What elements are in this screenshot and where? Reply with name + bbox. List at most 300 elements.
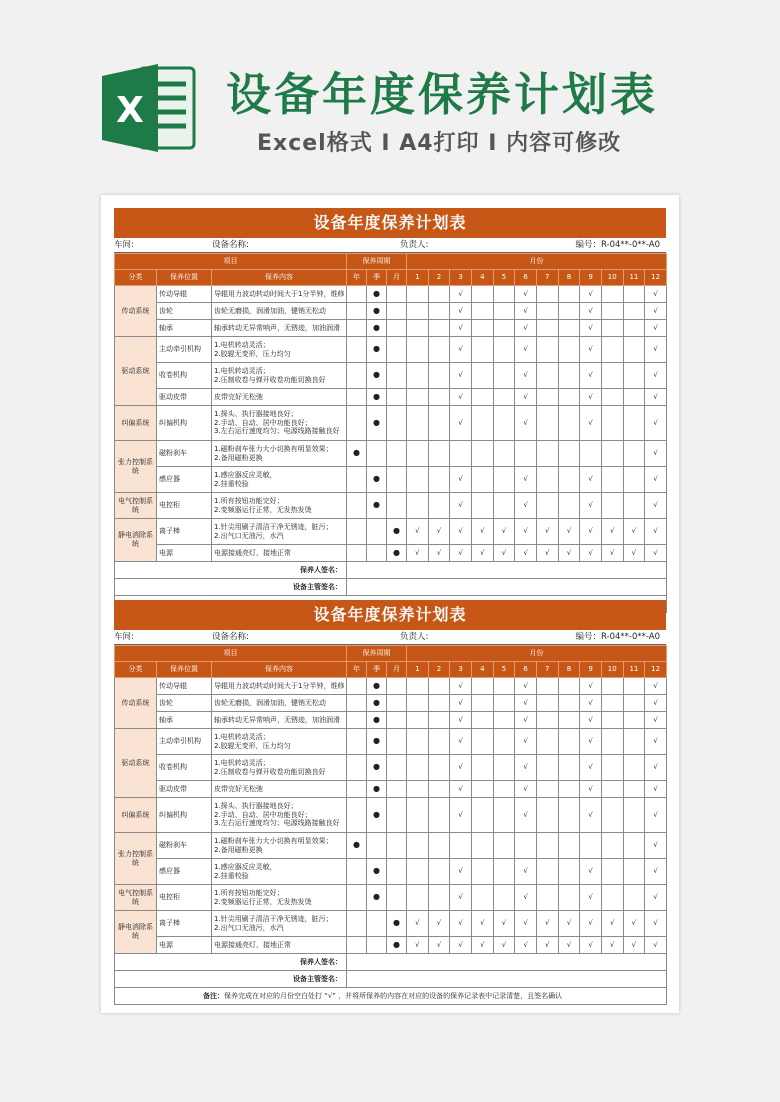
month-cell: √ (645, 833, 667, 859)
table-row (115, 678, 667, 695)
header-item: 项目 (115, 646, 347, 662)
month-cell (536, 859, 558, 885)
month-cell (558, 695, 580, 712)
cycle-cell (367, 937, 387, 954)
position-cell: 驱动皮带 (157, 389, 212, 406)
month-cell (558, 755, 580, 781)
month-cell (536, 389, 558, 406)
category-cell: 静电消除系统 (115, 519, 157, 562)
position-cell: 齿轮 (157, 695, 212, 712)
cycle-cell (347, 363, 367, 389)
table-row (115, 441, 667, 467)
table-row (115, 320, 667, 337)
cycle-cell (387, 303, 407, 320)
month-cell: √ (558, 519, 580, 545)
table-row (115, 286, 667, 303)
cycle-cell: ● (367, 695, 387, 712)
month-cell: √ (645, 545, 667, 562)
month-cell: √ (450, 337, 472, 363)
content-cell: 轴承转动无异常响声，无锈迹，加油润滑 (212, 712, 347, 729)
cycle-cell (347, 389, 367, 406)
month-cell (601, 389, 623, 406)
month-cell (493, 337, 515, 363)
month-cell: √ (450, 798, 472, 833)
month-cell (580, 441, 602, 467)
header-month-7: 7 (536, 270, 558, 286)
month-cell (558, 678, 580, 695)
month-cell (623, 493, 645, 519)
month-cell (536, 493, 558, 519)
month-cell (601, 833, 623, 859)
month-cell (536, 885, 558, 911)
month-cell (601, 441, 623, 467)
month-cell (407, 885, 429, 911)
cycle-cell: ● (367, 755, 387, 781)
month-cell: √ (645, 363, 667, 389)
category-cell: 张力控制系统 (115, 441, 157, 493)
month-cell: √ (580, 493, 602, 519)
table-row (115, 467, 667, 493)
banner-subtitle: Excel格式 I A4打印 I 内容可修改 (257, 131, 622, 156)
header-month: 月份 (407, 254, 667, 270)
month-cell: √ (450, 911, 472, 937)
maintenance-table (114, 253, 667, 613)
month-cell (623, 303, 645, 320)
signer-row-value[interactable] (347, 562, 667, 579)
category-cell: 驱动系统 (115, 337, 157, 406)
table-row (115, 712, 667, 729)
month-cell (428, 678, 450, 695)
month-cell: √ (450, 286, 472, 303)
month-cell (407, 678, 429, 695)
cycle-cell (367, 545, 387, 562)
month-cell (493, 755, 515, 781)
cycle-cell (347, 885, 367, 911)
month-cell (623, 859, 645, 885)
month-cell (407, 833, 429, 859)
workshop-label: 车间: (114, 632, 134, 642)
month-cell (428, 885, 450, 911)
cycle-cell: ● (367, 678, 387, 695)
cycle-cell: ● (367, 798, 387, 833)
month-cell: √ (580, 781, 602, 798)
table-row (115, 911, 667, 937)
month-cell (407, 441, 429, 467)
content-cell: 1.探头、执行器接地良好； 2.手动、自动、居中功能良好； 3.左右运行速度均匀；电源线路接触良好 (212, 798, 347, 833)
month-cell: √ (450, 859, 472, 885)
header-month-4: 4 (471, 662, 493, 678)
month-cell: √ (645, 493, 667, 519)
month-cell (471, 712, 493, 729)
cycle-cell: ● (367, 286, 387, 303)
month-cell: √ (645, 937, 667, 954)
month-cell (471, 493, 493, 519)
header-month-2: 2 (428, 270, 450, 286)
excel-logo-icon (100, 62, 198, 154)
month-cell (558, 363, 580, 389)
month-cell: √ (580, 712, 602, 729)
month-cell (558, 833, 580, 859)
header-cycle: 保养周期 (347, 254, 407, 270)
month-cell (493, 286, 515, 303)
month-cell (407, 337, 429, 363)
cycle-cell: ● (387, 545, 407, 562)
month-cell (493, 320, 515, 337)
position-cell: 收卷机构 (157, 755, 212, 781)
position-cell: 电源 (157, 545, 212, 562)
month-cell (471, 303, 493, 320)
table-body (115, 646, 667, 1005)
supervisor-row (115, 971, 667, 988)
month-cell (601, 286, 623, 303)
month-cell (407, 303, 429, 320)
month-cell: √ (645, 320, 667, 337)
signer-row-label: 保养人签名： (115, 954, 347, 971)
content-cell: 电源接通亮灯，接地正常 (212, 545, 347, 562)
table-row (115, 303, 667, 320)
content-cell: 皮带完好无松弛 (212, 389, 347, 406)
month-cell: √ (428, 545, 450, 562)
month-cell (536, 286, 558, 303)
month-cell: √ (407, 519, 429, 545)
category-cell: 纠偏系统 (115, 798, 157, 833)
month-cell (471, 798, 493, 833)
month-cell (493, 712, 515, 729)
header-monthly: 月 (387, 270, 407, 286)
month-cell (623, 389, 645, 406)
month-cell (471, 337, 493, 363)
header-position: 保养位置 (157, 662, 212, 678)
month-cell: √ (580, 937, 602, 954)
content-cell: 齿轮无磨损，润滑加油，键销无松动 (212, 695, 347, 712)
month-cell: √ (515, 937, 537, 954)
month-cell (536, 712, 558, 729)
position-cell: 离子棒 (157, 911, 212, 937)
signer-row-value[interactable] (347, 954, 667, 971)
header-year: 年 (347, 270, 367, 286)
month-cell: √ (450, 695, 472, 712)
month-cell: √ (623, 519, 645, 545)
supervisor-row-value[interactable] (347, 579, 667, 596)
table-row (115, 406, 667, 441)
month-cell: √ (580, 389, 602, 406)
header-month-11: 11 (623, 662, 645, 678)
content-cell: 导辊用力波动转动时间大于1分半钟，维修 (212, 286, 347, 303)
sheet-title: 设备年度保养计划表 (114, 600, 666, 630)
month-cell: √ (580, 467, 602, 493)
month-cell: √ (515, 859, 537, 885)
table-row (115, 781, 667, 798)
month-cell: √ (515, 320, 537, 337)
header-month-2: 2 (428, 662, 450, 678)
cycle-cell (347, 798, 367, 833)
month-cell: √ (450, 885, 472, 911)
header-month-11: 11 (623, 270, 645, 286)
month-cell (580, 833, 602, 859)
cycle-cell (347, 337, 367, 363)
month-cell: √ (580, 406, 602, 441)
signer-row (115, 562, 667, 579)
month-cell (601, 493, 623, 519)
month-cell (493, 493, 515, 519)
cycle-cell (347, 467, 367, 493)
month-cell: √ (645, 781, 667, 798)
month-cell (471, 286, 493, 303)
supervisor-row (115, 579, 667, 596)
month-cell (623, 798, 645, 833)
cycle-cell (387, 441, 407, 467)
cycle-cell (347, 678, 367, 695)
cycle-cell: ● (367, 885, 387, 911)
month-cell: √ (515, 519, 537, 545)
month-cell: √ (645, 885, 667, 911)
month-cell: √ (515, 678, 537, 695)
month-cell (428, 712, 450, 729)
cycle-cell (367, 519, 387, 545)
month-cell: √ (645, 678, 667, 695)
cycle-cell (367, 911, 387, 937)
month-cell (558, 798, 580, 833)
month-cell (623, 885, 645, 911)
month-cell: √ (515, 885, 537, 911)
month-cell (558, 320, 580, 337)
month-cell (407, 729, 429, 755)
month-cell: √ (450, 303, 472, 320)
month-cell (536, 781, 558, 798)
position-cell: 电源 (157, 937, 212, 954)
month-cell: √ (645, 859, 667, 885)
month-cell (428, 363, 450, 389)
month-cell: √ (645, 337, 667, 363)
content-cell: 1.探头、执行器接地良好； 2.手动、自动、居中功能良好； 3.左右运行速度均匀；电源线路接触良好 (212, 406, 347, 441)
month-cell: √ (558, 911, 580, 937)
month-cell: √ (515, 406, 537, 441)
month-cell (428, 833, 450, 859)
table-row (115, 755, 667, 781)
cycle-cell (387, 695, 407, 712)
table-row (115, 519, 667, 545)
month-cell (601, 885, 623, 911)
header-month-12: 12 (645, 662, 667, 678)
cycle-cell (387, 337, 407, 363)
position-cell: 感应器 (157, 859, 212, 885)
header-item: 项目 (115, 254, 347, 270)
month-cell: √ (450, 678, 472, 695)
header-month-3: 3 (450, 662, 472, 678)
supervisor-row-value[interactable] (347, 971, 667, 988)
note-cell (115, 988, 667, 1005)
table-body (115, 254, 667, 613)
month-cell: √ (645, 303, 667, 320)
month-cell (536, 729, 558, 755)
cycle-cell (387, 467, 407, 493)
month-cell (428, 755, 450, 781)
cycle-cell: ● (367, 406, 387, 441)
month-cell: √ (450, 406, 472, 441)
header-season: 季 (367, 270, 387, 286)
month-cell (428, 303, 450, 320)
month-cell (623, 337, 645, 363)
banner-title: 设备年度保养计划表 (226, 68, 659, 121)
month-cell (407, 363, 429, 389)
header-season: 季 (367, 662, 387, 678)
month-cell (471, 406, 493, 441)
month-cell (407, 798, 429, 833)
cycle-cell (387, 859, 407, 885)
header-month-10: 10 (601, 662, 623, 678)
content-cell: 电源接通亮灯，接地正常 (212, 937, 347, 954)
month-cell: √ (580, 363, 602, 389)
workshop-label: 车间: (114, 240, 134, 250)
month-cell (601, 755, 623, 781)
cycle-cell: ● (367, 363, 387, 389)
position-cell: 轴承 (157, 712, 212, 729)
cycle-cell (387, 406, 407, 441)
cycle-cell (387, 712, 407, 729)
month-cell (407, 712, 429, 729)
cycle-cell (347, 859, 367, 885)
month-cell: √ (645, 712, 667, 729)
month-cell (428, 798, 450, 833)
month-cell: √ (493, 911, 515, 937)
month-cell (558, 493, 580, 519)
month-cell: √ (515, 389, 537, 406)
equipment-name-label: 设备名称: (212, 240, 249, 250)
position-cell: 离子棒 (157, 519, 212, 545)
cycle-cell (347, 519, 367, 545)
position-cell: 收卷机构 (157, 363, 212, 389)
month-cell: √ (515, 729, 537, 755)
month-cell: √ (601, 519, 623, 545)
month-cell (623, 467, 645, 493)
month-cell (558, 441, 580, 467)
month-cell (536, 363, 558, 389)
month-cell: √ (580, 755, 602, 781)
cycle-cell: ● (347, 441, 367, 467)
header-monthly: 月 (387, 662, 407, 678)
month-cell (471, 467, 493, 493)
banner (0, 0, 780, 190)
header-month-10: 10 (601, 270, 623, 286)
cycle-cell: ● (367, 712, 387, 729)
month-cell (407, 467, 429, 493)
month-cell (493, 406, 515, 441)
month-cell (471, 695, 493, 712)
content-cell: 1.感应器反应灵敏， 2.挂重校验 (212, 859, 347, 885)
cycle-cell (347, 695, 367, 712)
content-cell: 1.磁粉刹车张力大小切换有明显效果； 2.备用磁粉更换 (212, 833, 347, 859)
sheet-info-row (114, 630, 666, 645)
month-cell: √ (515, 798, 537, 833)
table-row (115, 937, 667, 954)
cycle-cell (387, 885, 407, 911)
content-cell: 皮带完好无松弛 (212, 781, 347, 798)
month-cell: √ (536, 545, 558, 562)
category-cell: 电气控制系统 (115, 493, 157, 519)
month-cell (623, 441, 645, 467)
month-cell: √ (515, 337, 537, 363)
cycle-cell: ● (367, 781, 387, 798)
month-cell (493, 678, 515, 695)
month-cell (428, 389, 450, 406)
cycle-cell (387, 286, 407, 303)
month-cell: √ (580, 320, 602, 337)
category-cell: 传动系统 (115, 678, 157, 729)
month-cell (407, 695, 429, 712)
month-cell (471, 363, 493, 389)
month-cell (536, 678, 558, 695)
content-cell: 1.电机转动灵活； 2.胶辊无变形，压力均匀 (212, 729, 347, 755)
month-cell: √ (536, 937, 558, 954)
month-cell: √ (493, 519, 515, 545)
month-cell: √ (580, 695, 602, 712)
header-content: 保养内容 (212, 270, 347, 286)
month-cell (493, 363, 515, 389)
month-cell: √ (450, 363, 472, 389)
month-cell (536, 467, 558, 493)
table-row (115, 337, 667, 363)
month-cell (601, 467, 623, 493)
signer-row (115, 954, 667, 971)
month-cell (493, 389, 515, 406)
header-month-7: 7 (536, 662, 558, 678)
month-cell (450, 441, 472, 467)
owner-label: 负责人: (400, 240, 429, 250)
month-cell (428, 695, 450, 712)
month-cell (407, 389, 429, 406)
month-cell (428, 337, 450, 363)
content-cell: 1.所有按钮功能完好； 2.变频器运行正常，无发热发烫 (212, 493, 347, 519)
cycle-cell (387, 678, 407, 695)
position-cell: 感应器 (157, 467, 212, 493)
month-cell: √ (580, 519, 602, 545)
month-cell: √ (515, 712, 537, 729)
month-cell: √ (580, 545, 602, 562)
cycle-cell (387, 729, 407, 755)
table-row (115, 493, 667, 519)
month-cell (623, 781, 645, 798)
cycle-cell (347, 755, 367, 781)
cycle-cell (347, 545, 367, 562)
month-cell: √ (645, 286, 667, 303)
table-row (115, 859, 667, 885)
cycle-cell (347, 937, 367, 954)
month-cell (558, 712, 580, 729)
month-cell (428, 729, 450, 755)
month-cell (407, 859, 429, 885)
month-cell (536, 755, 558, 781)
header-month-5: 5 (493, 662, 515, 678)
note-label: 备注： (203, 991, 224, 1000)
month-cell: √ (580, 798, 602, 833)
month-cell: √ (536, 519, 558, 545)
table-row (115, 885, 667, 911)
month-cell (536, 337, 558, 363)
content-cell: 1.针尖用刷子清洁干净无锈迹，脏污； 2.出气口无油污，水汽 (212, 911, 347, 937)
month-cell: √ (580, 859, 602, 885)
month-cell: √ (450, 729, 472, 755)
content-cell: 导辊用力波动转动时间大于1分半钟，维修 (212, 678, 347, 695)
position-cell: 驱动皮带 (157, 781, 212, 798)
cycle-cell (347, 729, 367, 755)
header-year: 年 (347, 662, 367, 678)
cycle-cell (347, 303, 367, 320)
code-label: 编号：R-04**-0**-A0 (575, 240, 660, 250)
cycle-cell (387, 320, 407, 337)
header-cycle: 保养周期 (347, 646, 407, 662)
code-label: 编号：R-04**-0**-A0 (575, 632, 660, 642)
month-cell: √ (515, 781, 537, 798)
